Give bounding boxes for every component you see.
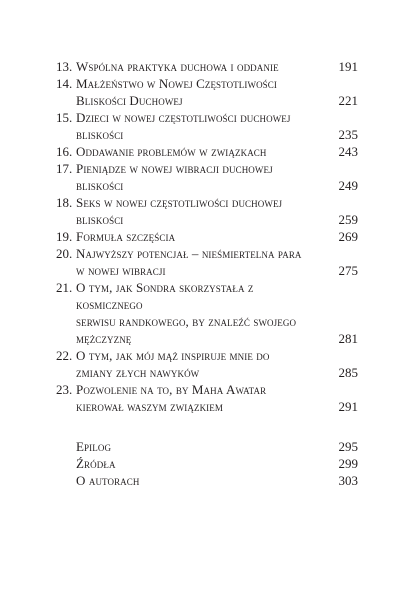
- chapter-number: 16.: [56, 144, 73, 159]
- chapter-title: Oddawanie problemów w związkach: [76, 144, 267, 159]
- toc-entry[interactable]: [56, 381, 358, 415]
- toc-entry[interactable]: [56, 109, 358, 143]
- backmatter-title: Źródła: [76, 456, 116, 471]
- chapter-number: 13.: [56, 59, 73, 74]
- chapter-title-continued: w nowej wibracji: [76, 263, 166, 278]
- page-number: 299: [338, 456, 358, 471]
- toc-backmatter-entry[interactable]: [56, 472, 358, 489]
- chapter-number: 19.: [56, 229, 73, 244]
- toc-entry[interactable]: [56, 347, 358, 381]
- page-number: 285: [338, 365, 358, 380]
- table-of-contents: [56, 58, 358, 489]
- chapter-title: Seks w nowej częstotliwości duchowej: [76, 195, 283, 210]
- page-number: 243: [338, 144, 358, 159]
- chapter-title: Formuła szczęścia: [76, 229, 176, 244]
- chapter-number: 21.: [56, 280, 73, 295]
- chapter-number: 22.: [56, 348, 73, 363]
- page-number: 291: [338, 399, 358, 414]
- toc-entry[interactable]: [56, 279, 358, 347]
- chapter-title: O tym, jak mój mąż inspiruje mnie do: [76, 348, 270, 363]
- chapter-title-continued: bliskości: [76, 212, 124, 227]
- toc-backmatter-entry[interactable]: [56, 438, 358, 455]
- section-spacer: [56, 415, 358, 438]
- chapter-number: 15.: [56, 110, 73, 125]
- page-number: 221: [338, 93, 358, 108]
- backmatter-title: O autorach: [76, 473, 140, 488]
- chapter-number: 18.: [56, 195, 73, 210]
- chapter-title: Małżeństwo w Nowej Częstotliwości: [76, 76, 277, 91]
- toc-entry[interactable]: [56, 160, 358, 194]
- page-number: 303: [338, 473, 358, 488]
- toc-entry[interactable]: [56, 194, 358, 228]
- chapter-title: Dzieci w nowej częstotliwości duchowej: [76, 110, 291, 125]
- backmatter-title: Epilog: [76, 439, 112, 454]
- chapter-title: Wspólna praktyka duchowa i oddanie: [76, 59, 279, 74]
- chapter-number: 23.: [56, 382, 73, 397]
- page-number: 281: [338, 331, 358, 346]
- toc-entry[interactable]: [56, 143, 358, 160]
- chapter-title: Pieniądze w nowej wibracji duchowej: [76, 161, 273, 176]
- toc-entry[interactable]: [56, 58, 358, 75]
- chapter-number: 20.: [56, 246, 73, 261]
- toc-entry[interactable]: [56, 75, 358, 109]
- page-number: 259: [338, 212, 358, 227]
- chapter-title-continued: kierował waszym związkiem: [76, 399, 223, 414]
- page-number: 235: [338, 127, 358, 142]
- chapter-title: Najwyższy potencjał – nieśmiertelna para: [76, 246, 302, 261]
- chapter-title: Pozwolenie na to, by Maha Awatar: [76, 382, 267, 397]
- chapter-title-continued: bliskości: [76, 178, 124, 193]
- chapter-title-continued: bliskości: [76, 127, 124, 142]
- chapter-title-continued: mężczyznę: [76, 331, 132, 346]
- chapter-title-continued: Bliskości Duchowej: [76, 93, 183, 108]
- page-number: 275: [338, 263, 358, 278]
- toc-entry[interactable]: [56, 228, 358, 245]
- toc-backmatter-entry[interactable]: [56, 455, 358, 472]
- chapter-number: 14.: [56, 76, 73, 91]
- chapter-title-continued: serwisu randkowego, by znaleźć swojego: [76, 314, 297, 329]
- page-number: 295: [338, 439, 358, 454]
- page-number: 249: [338, 178, 358, 193]
- chapter-title: O tym, jak Sondra skorzystała z kosmicznego: [76, 280, 254, 312]
- chapter-title-continued: zmiany złych nawyków: [76, 365, 200, 380]
- chapter-number: 17.: [56, 161, 73, 176]
- toc-entry[interactable]: [56, 245, 358, 279]
- page-number: 269: [338, 229, 358, 244]
- page-number: 191: [338, 59, 358, 74]
